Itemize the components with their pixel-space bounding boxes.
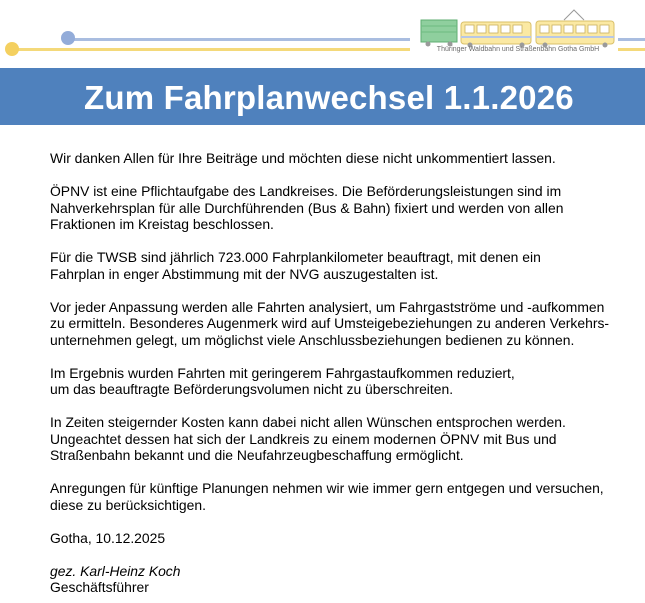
decor-line-blue xyxy=(68,38,410,41)
paragraph: Im Ergebnis wurden Fahrten mit geringerem Fahrgastaufkommen reduziert, um das beauftragte Beförderungsvolumen nicht zu überschreiten. xyxy=(50,364,515,397)
paragraph: Wir danken Allen für Ihre Beiträge und möchten diese nicht unkommentiert lassen. xyxy=(50,150,556,166)
paragraph: ÖPNV ist eine Pflichtaufgabe des Landkreises. Die Beförderungsleistungen sind im Nahverkehrsplan für alle Durchführenden (Bus & Bahn) fixiert und werden von allen Fraktionen im Kreistag beschlossen. xyxy=(50,183,564,232)
decor-dot-blue xyxy=(61,31,75,45)
paragraph: Vor jeder Anpassung werden alle Fahrten analysiert, um Fahrgastströme und -aufkommen zu ermitteln. Besonderes Augenmerk wird auf Umsteigebeziehungen zu anderen Verkehrs- unternehmen gelegt, um möglichst viele Anschlussbeziehungen bedienen zu können. xyxy=(50,298,610,348)
decor-line-blue-right xyxy=(618,38,645,41)
decor-dot-yellow xyxy=(5,42,19,56)
page-title: Zum Fahrplanwechsel 1.1.2026 xyxy=(84,79,574,116)
signature-role: Geschäftsführer xyxy=(50,579,149,595)
paragraph: Anregungen für künftige Planungen nehmen wir wie immer gern entgegen und versuchen, diese zu berücksichtigen. xyxy=(50,480,604,513)
decor-line-yellow xyxy=(12,48,410,51)
place-date: Gotha, 10.12.2025 xyxy=(50,529,166,546)
signature-name: gez. Karl-Heinz Koch xyxy=(50,562,181,579)
paragraph: In Zeiten steigernder Kosten kann dabei nicht allen Wünschen entsprochen werden. Ungeachtet dessen hat sich der Landkreis zu einem modernen ÖPNV mit Bus und Straßenbahn bekannt und die Neufahrzeugbeschaffung ermöglicht. xyxy=(50,414,566,463)
company-name: Thüringer Waldbahn und Straßenbahn Gotha GmbH xyxy=(436,46,600,53)
letter-body xyxy=(50,150,640,596)
title-banner xyxy=(0,68,645,125)
header-decoration xyxy=(0,0,645,68)
paragraph: Für die TWSB sind jährlich 723.000 Fahrplankilometer beauftragt, mit denen ein Fahrplan in enger Abstimmung mit der NVG auszugestalten ist. xyxy=(50,249,541,282)
decor-line-yellow-right xyxy=(618,48,645,51)
